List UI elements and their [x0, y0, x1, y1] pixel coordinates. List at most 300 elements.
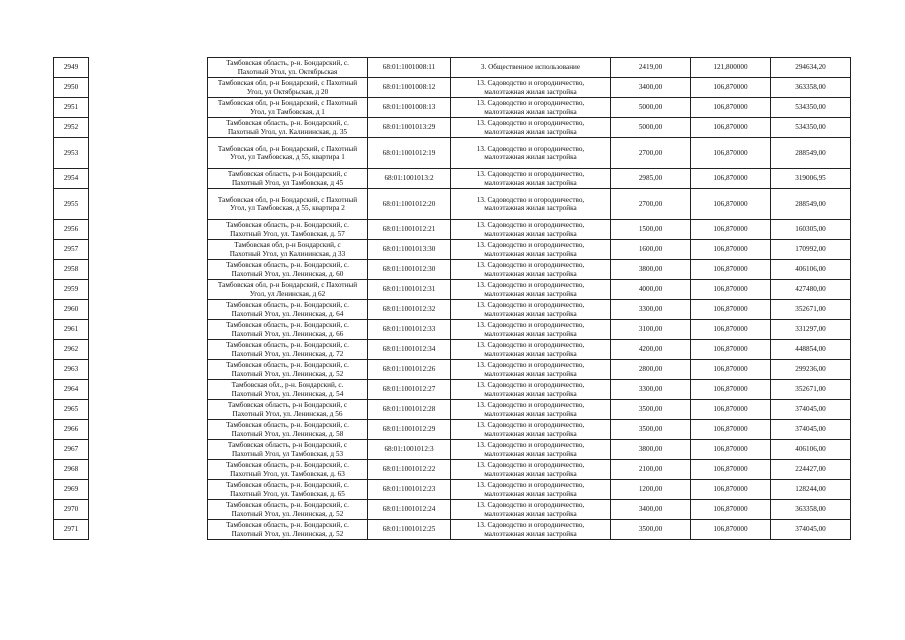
rate-cell — [691, 420, 771, 440]
area-cell — [611, 78, 691, 98]
address-cell — [208, 260, 368, 280]
row-number-line: 2949 — [63, 63, 79, 72]
area-cell-line: 4200,00 — [638, 345, 663, 354]
area-cell-line: 4000,00 — [638, 285, 663, 294]
address-cell — [208, 280, 368, 300]
address-cell — [208, 480, 368, 500]
row-number-line: 2950 — [63, 83, 79, 92]
land-use-cell — [451, 58, 611, 78]
table-row — [54, 78, 851, 98]
land-use-cell-line: 13. Садоводство и огородничество, — [476, 521, 585, 530]
row-number-line: 2953 — [63, 148, 79, 157]
cadastral-value-cell — [771, 280, 851, 300]
area-cell-line: 3400,00 — [638, 83, 663, 92]
address-cell-line: Тамбовская область, р-н Бондарский, с — [227, 170, 348, 179]
address-cell-line: Тамбовская обл, р-н Бондарский, с Пахотный — [217, 99, 358, 108]
address-cell-line: Тамбовская область, р-н. Бондарский, с. — [226, 261, 349, 270]
area-cell — [611, 320, 691, 340]
area-cell — [611, 169, 691, 189]
table-row — [54, 220, 851, 240]
area-cell-line: 1600,00 — [638, 245, 663, 254]
row-number — [54, 300, 89, 320]
cadastral-number-cell — [368, 340, 451, 360]
cadastral-value-cell-line: 294634,20 — [795, 63, 826, 72]
cadastral-value-table — [53, 57, 851, 540]
address-cell — [208, 360, 368, 380]
cadastral-value-cell-line: 224427,00 — [795, 465, 826, 474]
row-number-line: 2951 — [63, 103, 79, 112]
address-cell — [208, 169, 368, 189]
address-cell — [208, 320, 368, 340]
cadastral-number-cell-line: 68:01:1001008:13 — [382, 103, 436, 112]
rate-cell-line: 106,870000 — [713, 245, 748, 254]
land-use-cell — [451, 360, 611, 380]
area-cell — [611, 480, 691, 500]
row-number — [54, 169, 89, 189]
cadastral-number-cell-line: 68:01:1001012:26 — [382, 365, 436, 374]
address-cell-line: Пахотный Угол, ул. Ленинская, д. 54 — [231, 389, 344, 398]
cadastral-number-cell-line: 68:01:1001013:2 — [384, 174, 434, 183]
cadastral-value-cell — [771, 138, 851, 169]
area-cell — [611, 420, 691, 440]
rate-cell — [691, 98, 771, 118]
land-use-cell — [451, 118, 611, 138]
row-number-line: 2967 — [63, 445, 79, 454]
rate-cell — [691, 480, 771, 500]
area-cell — [611, 520, 691, 540]
cadastral-number-cell — [368, 320, 451, 340]
row-number-line: 2968 — [63, 465, 79, 474]
address-cell-line: Тамбовская область, р-н. Бондарский, с. — [226, 59, 349, 68]
rate-cell — [691, 189, 771, 220]
cadastral-value-cell — [771, 58, 851, 78]
table-row — [54, 520, 851, 540]
area-cell — [611, 500, 691, 520]
table-row — [54, 118, 851, 138]
address-cell — [208, 420, 368, 440]
address-cell-line: Тамбовская область, р-н. Бондарский, с. — [226, 421, 349, 430]
cadastral-value-cell — [771, 520, 851, 540]
cadastral-value-cell-line: 374045,00 — [795, 425, 826, 434]
address-cell-line: Пахотный Угол, ул. Ленинская, д. 72 — [231, 349, 344, 358]
row-number — [54, 460, 89, 480]
area-cell-line: 2700,00 — [638, 148, 663, 157]
land-use-cell-line: 13. Садоводство и огородничество, — [476, 79, 585, 88]
cadastral-number-cell — [368, 138, 451, 169]
address-cell-line: Тамбовская область, р-н. Бондарский, с. — [226, 481, 349, 490]
address-cell-line: Тамбовская область, р-н. Бондарский, с. — [226, 501, 349, 510]
cadastral-number-cell-line: 68:01:1001012:20 — [382, 199, 436, 208]
rate-cell — [691, 280, 771, 300]
cadastral-number-cell-line: 68:01:1001012:27 — [382, 385, 436, 394]
rate-cell-line: 106,870000 — [713, 325, 748, 334]
land-use-cell — [451, 189, 611, 220]
address-cell — [208, 118, 368, 138]
address-cell — [208, 500, 368, 520]
area-cell — [611, 118, 691, 138]
cadastral-number-cell-line: 68:01:1001012:34 — [382, 345, 436, 354]
row-number-line: 2960 — [63, 305, 79, 314]
address-cell-line: Пахотный Угол, ул Калининская, д 33 — [229, 249, 346, 258]
row-number-line: 2971 — [63, 525, 79, 534]
cadastral-number-cell-line: 68:01:1001012:22 — [382, 465, 436, 474]
land-use-cell — [451, 320, 611, 340]
cadastral-number-cell-line: 68:01:1001012:21 — [382, 225, 436, 234]
cadastral-number-cell — [368, 460, 451, 480]
address-cell — [208, 300, 368, 320]
row-number-line: 2970 — [63, 505, 79, 514]
land-use-cell-line: малоэтажная жилая застройка — [484, 469, 577, 478]
area-cell — [611, 58, 691, 78]
land-use-cell-line: малоэтажная жилая застройка — [484, 289, 577, 298]
row-number-line: 2957 — [63, 245, 79, 254]
cadastral-value-cell — [771, 400, 851, 420]
land-use-cell-line: малоэтажная жилая застройка — [484, 349, 577, 358]
land-use-cell-line: 13. Садоводство и огородничество, — [476, 195, 585, 204]
address-cell-line: Пахотный Угол, ул. Ленинская, д. 66 — [231, 329, 344, 338]
address-cell-line: Пахотный Угол, ул. Тамбовская, д. 63 — [230, 469, 345, 478]
land-use-cell-line: малоэтажная жилая застройка — [484, 249, 577, 258]
table-row — [54, 440, 851, 460]
rate-cell-line: 106,870000 — [713, 123, 748, 132]
row-number — [54, 138, 89, 169]
area-cell — [611, 220, 691, 240]
address-cell-line: Тамбовская область, р-н. Бондарский, с. — [226, 341, 349, 350]
address-cell-line: Пахотный Угол, ул. Ленинская, д. 64 — [231, 309, 344, 318]
land-use-cell-line: малоэтажная жилая застройка — [484, 229, 577, 238]
land-use-cell-line: 13. Садоводство и огородничество, — [476, 361, 585, 370]
area-cell — [611, 260, 691, 280]
land-use-cell-line: малоэтажная жилая застройка — [484, 369, 577, 378]
cadastral-number-cell-line: 68:01:1001012:30 — [382, 265, 436, 274]
cadastral-value-cell — [771, 169, 851, 189]
address-cell — [208, 460, 368, 480]
row-number — [54, 340, 89, 360]
cadastral-number-cell-line: 68:01:1001012:24 — [382, 505, 436, 514]
cadastral-number-cell-line: 68:01:1001012:23 — [382, 485, 436, 494]
cadastral-value-cell-line: 128244,00 — [795, 485, 826, 494]
table-row — [54, 400, 851, 420]
cadastral-value-cell-line: 288549,00 — [795, 199, 826, 208]
cadastral-value-cell — [771, 440, 851, 460]
cadastral-value-cell-line: 288549,00 — [795, 148, 826, 157]
area-cell-line: 5000,00 — [638, 123, 663, 132]
cadastral-number-cell-line: 68:01:1001013:30 — [382, 245, 436, 254]
land-use-cell-line: малоэтажная жилая застройка — [484, 269, 577, 278]
row-number — [54, 220, 89, 240]
area-cell-line: 1200,00 — [638, 485, 663, 494]
cadastral-number-cell — [368, 480, 451, 500]
cadastral-number-cell — [368, 78, 451, 98]
row-number — [54, 500, 89, 520]
blank-cell — [89, 300, 208, 320]
cadastral-value-cell — [771, 360, 851, 380]
rate-cell-line: 106,870000 — [713, 405, 748, 414]
land-use-cell — [451, 300, 611, 320]
rate-cell-line: 106,870000 — [713, 465, 748, 474]
land-use-cell-line: малоэтажная жилая застройка — [484, 489, 577, 498]
land-use-cell — [451, 380, 611, 400]
address-cell — [208, 440, 368, 460]
address-cell — [208, 58, 368, 78]
land-use-cell-line: 13. Садоводство и огородничество, — [476, 281, 585, 290]
cadastral-number-cell-line: 68:01:1001008:12 — [382, 83, 436, 92]
row-number-line: 2964 — [63, 385, 79, 394]
land-use-cell — [451, 260, 611, 280]
table-row — [54, 320, 851, 340]
area-cell — [611, 300, 691, 320]
land-use-cell-line: 13. Садоводство и огородничество, — [476, 144, 585, 153]
cadastral-value-cell-line: 160305,00 — [795, 225, 826, 234]
address-cell-line: Пахотный Угол, ул Тамбовская, д 45 — [231, 178, 344, 187]
land-use-cell — [451, 460, 611, 480]
blank-cell — [89, 360, 208, 380]
land-use-cell-line: малоэтажная жилая застройка — [484, 429, 577, 438]
blank-cell — [89, 220, 208, 240]
cadastral-number-cell — [368, 420, 451, 440]
row-number-line: 2952 — [63, 123, 79, 132]
address-cell — [208, 400, 368, 420]
land-use-cell — [451, 420, 611, 440]
cadastral-number-cell-line: 68:01:1001012:19 — [382, 148, 436, 157]
land-use-cell-line: 13. Садоводство и огородничество, — [476, 321, 585, 330]
cadastral-number-cell — [368, 360, 451, 380]
cadastral-value-cell — [771, 480, 851, 500]
row-number — [54, 240, 89, 260]
land-use-cell — [451, 280, 611, 300]
address-cell-line: Пахотный Угол, ул. Тамбовская, д. 57 — [230, 229, 345, 238]
row-number-line: 2956 — [63, 225, 79, 234]
land-use-cell — [451, 440, 611, 460]
row-number-line: 2954 — [63, 174, 79, 183]
address-cell-line: Пахотный Угол, ул. Ленинская, д. 58 — [231, 429, 344, 438]
blank-cell — [89, 240, 208, 260]
cadastral-value-cell — [771, 78, 851, 98]
land-use-cell-line: 13. Садоводство и огородничество, — [476, 261, 585, 270]
address-cell-line: Пахотный Угол, ул. Тамбовская, д. 65 — [230, 489, 345, 498]
table-row — [54, 280, 851, 300]
row-number — [54, 320, 89, 340]
land-use-cell-line: 13. Садоводство и огородничество, — [476, 119, 585, 128]
area-cell — [611, 189, 691, 220]
cadastral-number-cell — [368, 220, 451, 240]
land-use-cell-line: 13. Садоводство и огородничество, — [476, 341, 585, 350]
land-use-cell-line: малоэтажная жилая застройка — [484, 449, 577, 458]
cadastral-value-cell-line: 319006,95 — [795, 174, 826, 183]
cadastral-value-cell — [771, 460, 851, 480]
cadastral-value-cell — [771, 500, 851, 520]
row-number — [54, 360, 89, 380]
address-cell-line: Тамбовская область, р-н Бондарский, с — [227, 401, 348, 410]
address-cell-line: Тамбовская обл., р-н. Бондарский, с. — [231, 381, 344, 390]
rate-cell — [691, 118, 771, 138]
row-number — [54, 380, 89, 400]
rate-cell — [691, 300, 771, 320]
cadastral-number-cell-line: 68:01:1001012:25 — [382, 525, 436, 534]
cadastral-number-cell-line: 68:01:1001012:33 — [382, 325, 436, 334]
blank-cell — [89, 440, 208, 460]
area-cell — [611, 460, 691, 480]
blank-cell — [89, 280, 208, 300]
land-use-cell — [451, 98, 611, 118]
land-use-cell — [451, 240, 611, 260]
rate-cell-line: 106,870000 — [713, 103, 748, 112]
table-row — [54, 480, 851, 500]
address-cell-line: Пахотный Угол, ул. Калининская, д. 35 — [227, 127, 348, 136]
cadastral-value-cell-line: 363358,00 — [795, 83, 826, 92]
rate-cell-line: 106,870000 — [713, 199, 748, 208]
rate-cell-line: 106,870000 — [713, 365, 748, 374]
table-row — [54, 58, 851, 78]
rate-cell — [691, 169, 771, 189]
cadastral-value-cell-line: 331297,00 — [795, 325, 826, 334]
cadastral-number-cell — [368, 98, 451, 118]
row-number — [54, 260, 89, 280]
table-row — [54, 460, 851, 480]
land-use-cell-line: малоэтажная жилая застройка — [484, 529, 577, 538]
rate-cell-line: 106,870000 — [713, 225, 748, 234]
blank-cell — [89, 420, 208, 440]
rate-cell — [691, 440, 771, 460]
rate-cell-line: 106,870000 — [713, 485, 748, 494]
address-cell-line: Угол, ул Тамбовская, д 1 — [250, 107, 325, 116]
rate-cell-line: 106,870000 — [713, 83, 748, 92]
cadastral-value-cell-line: 374045,00 — [795, 405, 826, 414]
cadastral-value-cell-line: 352671,00 — [795, 305, 826, 314]
area-cell — [611, 138, 691, 169]
land-use-cell-line: малоэтажная жилая застройка — [484, 87, 577, 96]
cadastral-value-cell — [771, 300, 851, 320]
table-row — [54, 138, 851, 169]
cadastral-number-cell — [368, 240, 451, 260]
area-cell-line: 3500,00 — [638, 405, 663, 414]
land-use-cell-line: 13. Садоводство и огородничество, — [476, 170, 585, 179]
cadastral-value-cell — [771, 240, 851, 260]
cadastral-value-cell-line: 299236,00 — [795, 365, 826, 374]
cadastral-value-cell — [771, 420, 851, 440]
address-cell-line: Тамбовская область, р-н Бондарский, с — [227, 441, 348, 450]
address-cell-line: Тамбовская обл, р-н Бондарский, с — [234, 241, 341, 250]
rate-cell-line: 106,870000 — [713, 305, 748, 314]
cadastral-number-cell — [368, 169, 451, 189]
rate-cell — [691, 320, 771, 340]
land-use-cell — [451, 340, 611, 360]
table-row — [54, 300, 851, 320]
address-cell — [208, 520, 368, 540]
row-number — [54, 280, 89, 300]
land-use-cell-line: 13. Садоводство и огородничество, — [476, 501, 585, 510]
area-cell-line: 3300,00 — [638, 385, 663, 394]
land-use-cell-line: малоэтажная жилая застройка — [484, 204, 577, 212]
row-number — [54, 118, 89, 138]
area-cell-line: 3100,00 — [638, 325, 663, 334]
cadastral-number-cell — [368, 260, 451, 280]
blank-cell — [89, 400, 208, 420]
cadastral-number-cell — [368, 280, 451, 300]
blank-cell — [89, 340, 208, 360]
address-cell-line: Тамбовская область, р-н. Бондарский, с. — [226, 321, 349, 330]
rate-cell — [691, 500, 771, 520]
area-cell-line: 2419,00 — [638, 63, 663, 72]
address-cell-line: Тамбовская область, р-н. Бондарский, с. — [226, 361, 349, 370]
land-use-cell-line: 13. Садоводство и огородничество, — [476, 401, 585, 410]
blank-cell — [89, 480, 208, 500]
rate-cell — [691, 220, 771, 240]
cadastral-value-cell — [771, 220, 851, 240]
address-cell — [208, 189, 368, 220]
table-row — [54, 98, 851, 118]
land-use-cell-line: 13. Садоводство и огородничество, — [476, 421, 585, 430]
area-cell — [611, 360, 691, 380]
cadastral-value-cell-line: 352671,00 — [795, 385, 826, 394]
row-number — [54, 440, 89, 460]
cadastral-value-cell-line: 448854,00 — [795, 345, 826, 354]
address-cell-line: Пахотный Угол, ул. Ленинская, д 56 — [232, 409, 343, 418]
address-cell-line: Пахотный Угол, ул. Ленинская, д. 52 — [231, 529, 344, 538]
table-body — [54, 58, 851, 540]
rate-cell — [691, 260, 771, 280]
row-number — [54, 400, 89, 420]
address-cell-line: Тамбовская обл, р-н Бондарский, с Пахотный — [217, 195, 358, 204]
table-row — [54, 169, 851, 189]
address-cell — [208, 340, 368, 360]
area-cell-line: 3800,00 — [638, 265, 663, 274]
cadastral-number-cell — [368, 118, 451, 138]
blank-cell — [89, 138, 208, 169]
rate-cell-line: 106,870000 — [713, 505, 748, 514]
row-number-line: 2955 — [63, 199, 79, 208]
land-use-cell-line: 13. Садоводство и огородничество, — [476, 221, 585, 230]
area-cell-line: 1500,00 — [638, 225, 663, 234]
land-use-cell-line: малоэтажная жилая застройка — [484, 389, 577, 398]
address-cell-line: Тамбовская обл, р-н Бондарский, с Пахотный — [217, 281, 358, 290]
address-cell-line: Угол, ул Тамбовская, д 55, квартира 2 — [230, 204, 345, 212]
cadastral-value-cell — [771, 380, 851, 400]
area-cell-line: 2985,00 — [638, 174, 663, 183]
rate-cell-line: 121,800000 — [713, 63, 748, 72]
rate-cell-line: 106,870000 — [713, 445, 748, 454]
land-use-cell-line: 13. Садоводство и огородничество, — [476, 461, 585, 470]
blank-cell — [89, 320, 208, 340]
area-cell — [611, 440, 691, 460]
cadastral-number-cell — [368, 380, 451, 400]
cadastral-number-cell — [368, 58, 451, 78]
cadastral-value-cell — [771, 320, 851, 340]
cadastral-number-cell — [368, 520, 451, 540]
row-number — [54, 480, 89, 500]
cadastral-number-cell — [368, 189, 451, 220]
address-cell — [208, 78, 368, 98]
row-number-line: 2965 — [63, 405, 79, 414]
cadastral-value-cell-line: 363358,00 — [795, 505, 826, 514]
cadastral-number-cell-line: 68:01:1001012:28 — [382, 405, 436, 414]
area-cell-line: 5000,00 — [638, 103, 663, 112]
rate-cell-line: 106,870000 — [713, 525, 748, 534]
rate-cell — [691, 138, 771, 169]
address-cell-line: Тамбовская область, р-н. Бондарский, с. — [226, 221, 349, 230]
area-cell-line: 2800,00 — [638, 365, 663, 374]
rate-cell-line: 106,870000 — [713, 174, 748, 183]
area-cell-line: 3300,00 — [638, 305, 663, 314]
cadastral-number-cell — [368, 500, 451, 520]
area-cell — [611, 240, 691, 260]
land-use-cell — [451, 78, 611, 98]
table-row — [54, 500, 851, 520]
row-number-line: 2963 — [63, 365, 79, 374]
land-use-cell-line: малоэтажная жилая застройка — [484, 178, 577, 187]
address-cell-line: Тамбовская область, р-н. Бондарский, с. — [226, 521, 349, 530]
cadastral-value-cell-line: 170992,00 — [795, 245, 826, 254]
